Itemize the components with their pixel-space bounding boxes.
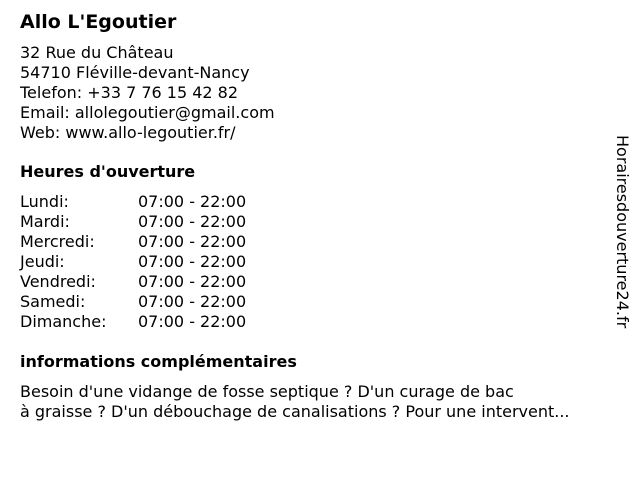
time-range: 07:00 - 22:00 xyxy=(138,232,247,251)
time-range: 07:00 - 22:00 xyxy=(138,292,247,311)
business-name: Allo L'Egoutier xyxy=(20,11,177,33)
day-label: Lundi: xyxy=(20,192,69,211)
hours-row-wednesday xyxy=(20,232,620,252)
business-card xyxy=(20,10,620,422)
day-label: Jeudi: xyxy=(20,252,65,271)
time-range: 07:00 - 22:00 xyxy=(138,192,247,211)
additional-info-text xyxy=(20,382,620,422)
additional-info-heading: informations complémentaires xyxy=(20,352,297,371)
address-city: 54710 Fléville-devant-Nancy xyxy=(20,63,250,82)
day-label: Samedi: xyxy=(20,292,86,311)
website-line: Web: www.allo-legoutier.fr/ xyxy=(20,123,236,142)
hours-row-saturday xyxy=(20,292,620,312)
time-range: 07:00 - 22:00 xyxy=(138,252,247,271)
hours-row-monday xyxy=(20,192,620,212)
description-line: à graisse ? D'un débouchage de canalisations ? Pour une intervent... xyxy=(20,402,570,421)
hours-row-sunday xyxy=(20,312,620,332)
site-watermark: Horairesdouverture24.fr xyxy=(613,135,632,329)
phone-line: Telefon: +33 7 76 15 42 82 xyxy=(20,83,239,102)
email-line: Email: allolegoutier@gmail.com xyxy=(20,103,275,122)
day-label: Mardi: xyxy=(20,212,70,231)
address-street: 32 Rue du Château xyxy=(20,43,174,62)
time-range: 07:00 - 22:00 xyxy=(138,212,247,231)
hours-row-friday xyxy=(20,272,620,292)
time-range: 07:00 - 22:00 xyxy=(138,312,247,331)
hours-row-thursday xyxy=(20,252,620,272)
time-range: 07:00 - 22:00 xyxy=(138,272,247,291)
day-label: Vendredi: xyxy=(20,272,96,291)
day-label: Dimanche: xyxy=(20,312,107,331)
opening-hours-table xyxy=(20,192,620,332)
hours-row-tuesday xyxy=(20,212,620,232)
opening-hours-heading: Heures d'ouverture xyxy=(20,162,196,181)
description-line: Besoin d'une vidange de fosse septique ? D'un curage de bac xyxy=(20,382,514,401)
day-label: Mercredi: xyxy=(20,232,95,251)
